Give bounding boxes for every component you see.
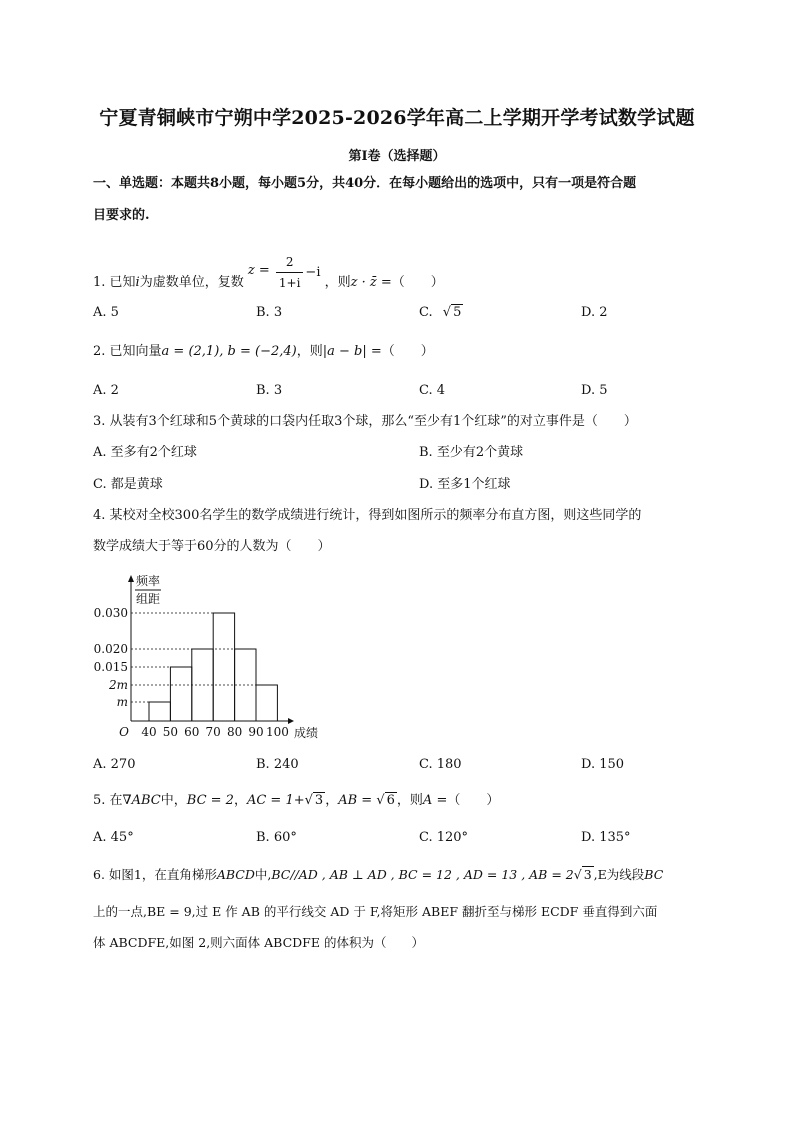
x-tick-label: 90: [248, 725, 264, 739]
q6-line1-b: 中,: [254, 867, 272, 882]
histogram-marks: [94, 573, 318, 740]
x-tick-label: 70: [205, 725, 221, 739]
q6-line1-expr: BC//AD , AB ⊥ AD , BC = 12 , AD = 13 , AB = 2: [271, 867, 574, 882]
y-tick-label: 0.030: [93, 606, 128, 620]
section-heading: [93, 168, 703, 232]
q5-sep2: ，: [325, 793, 339, 808]
q1-option-b[interactable]: B. 3: [256, 305, 283, 320]
y-tick-label: 0.015: [93, 660, 128, 674]
q5-bc: BC = 2: [186, 793, 234, 808]
question-4-line1: 4. 某校对全校300名学生的数学成绩进行统计，得到如图所示的频率分布直方图，则这些同学的: [93, 508, 642, 523]
q2-expr1: a = (2,1), b = (−2,4): [161, 344, 297, 359]
q6-line1-a: 6. 如图1，在直角梯形: [93, 867, 217, 882]
q3-option-b[interactable]: B. 至少有2个黄球: [419, 445, 524, 460]
q1-formula-lhs: z =: [247, 263, 270, 278]
q3-option-a[interactable]: A. 至多有2个红球: [93, 445, 197, 460]
q5-blank: （ ）: [447, 793, 500, 808]
x-tick-label: 60: [184, 725, 200, 739]
q5-option-b[interactable]: B. 60°: [256, 830, 297, 845]
q5-ac-radical: √ 3: [304, 793, 324, 808]
q1-blank: （ ）: [391, 275, 444, 290]
y-axis-arrow: [128, 575, 134, 582]
q1-option-c-radical: √ 5: [442, 305, 462, 320]
q5-mid2: ，则: [396, 793, 423, 808]
x-tick-label: 40: [141, 725, 157, 739]
q5-sep1: ，: [233, 793, 247, 808]
q1-option-c[interactable]: [419, 303, 463, 323]
q4-option-c[interactable]: C. 180: [419, 757, 462, 772]
q1-i: i: [135, 275, 140, 290]
question-2: [93, 342, 434, 362]
frequency-histogram: [88, 568, 338, 746]
histogram-bar: [149, 702, 170, 721]
q6-abcd: ABCD: [216, 867, 255, 882]
x-tick-label: 80: [226, 725, 243, 739]
q2-expr2: |a − b| =: [322, 344, 382, 359]
x-axis-arrow: [288, 718, 294, 724]
y-axis-label-denominator: 组距: [135, 592, 161, 606]
question-3: 3. 从装有3个红球和5个黄球的口袋内任取3个球，那么“至少有1个红球”的对立事件是（ ）: [93, 414, 637, 429]
q2-option-c[interactable]: C. 4: [419, 383, 446, 398]
q1-frac-den: 1+i: [278, 276, 301, 290]
q1-option-d[interactable]: D. 2: [581, 305, 608, 320]
q5-ac-pre: AC = 1+: [246, 793, 305, 808]
page-title: 宁夏青铜峡市宁朔中学2025-2026学年高二上学期开学考试数学试题: [99, 107, 695, 129]
y-tick-label: 0.020: [93, 642, 128, 656]
q3-option-d[interactable]: D. 至多1个红球: [419, 477, 511, 492]
q5-option-a[interactable]: A. 45°: [93, 830, 134, 845]
y-tick-label: m: [116, 695, 128, 709]
histogram-bar: [170, 667, 191, 721]
q4-option-d[interactable]: D. 150: [581, 757, 625, 772]
x-tick-label: 50: [162, 725, 179, 739]
question-1: [93, 255, 444, 303]
origin-label: O: [119, 725, 129, 739]
x-axis-label: 成绩: [293, 726, 319, 740]
q2-option-d[interactable]: D. 5: [581, 383, 608, 398]
q5-ab-radical: √ 6: [376, 793, 395, 808]
x-tick-label: 100: [265, 725, 289, 739]
q6-bc: BC: [644, 867, 664, 882]
histogram-bar: [213, 613, 234, 721]
q5-mid1: 中，: [160, 793, 187, 808]
q1-fraction: [276, 252, 304, 293]
section-heading-line2: 目要求的.: [93, 208, 150, 223]
q5-triangle: ∇ABC: [122, 793, 161, 808]
y-tick-label: 2m: [108, 678, 128, 692]
q1-post: ，则: [324, 275, 351, 290]
paper-part-title: 第Ⅰ卷（选择题）: [348, 149, 446, 164]
q6-line1-c: ,E为线段: [593, 867, 645, 882]
q6-line1-radical: √ 3: [573, 867, 592, 882]
question-6-line1: [93, 865, 663, 885]
q1-formula-tail: −i: [305, 265, 321, 280]
q5-option-d[interactable]: D. 135°: [581, 830, 631, 845]
q2-pre: 2. 已知向量: [93, 344, 162, 359]
q3-option-c[interactable]: C. 都是黄球: [93, 477, 163, 492]
section-heading-line1: 一、单选题：本题共8小题，每小题5分，共40分．在每小题给出的选项中，只有一项是符合题: [93, 176, 637, 191]
q5-option-c[interactable]: C. 120°: [419, 830, 469, 845]
y-axis-label-numerator: 频率: [135, 574, 161, 588]
q4-option-b[interactable]: B. 240: [256, 757, 299, 772]
q2-option-a[interactable]: A. 2: [93, 383, 119, 398]
q5-a-eq: A =: [422, 793, 448, 808]
q1-pre: 1. 已知: [93, 275, 136, 290]
q5-pre: 5. 在: [93, 793, 123, 808]
q2-option-b[interactable]: B. 3: [256, 383, 283, 398]
histogram-bar: [256, 685, 277, 721]
question-5: [93, 791, 499, 811]
question-4-line2: 数学成绩大于等于60分的人数为（ ）: [93, 539, 331, 554]
q2-mid: ，则: [296, 344, 323, 359]
question-6-line3: 体 ABCDFE,如图 2,则六面体 ABCDFE 的体积为（ ）: [93, 935, 424, 950]
q2-blank: （ ）: [381, 344, 434, 359]
q4-option-a[interactable]: A. 270: [93, 757, 136, 772]
question-6-line2: 上的一点,BE = 9,过 E 作 AB 的平行线交 AD 于 F,将矩形 ABEF 翻折至与梯形 ECDF 垂直得到六面: [93, 904, 658, 919]
q1-option-a[interactable]: A. 5: [93, 305, 119, 320]
q1-frac-num: 2: [276, 252, 304, 273]
q5-ab-pre: AB =: [338, 793, 377, 808]
q1-post-expr: z · z̄ =: [350, 275, 392, 290]
q1-mid: 为虚数单位，复数: [139, 275, 244, 290]
q1-option-c-label: C.: [419, 305, 433, 320]
